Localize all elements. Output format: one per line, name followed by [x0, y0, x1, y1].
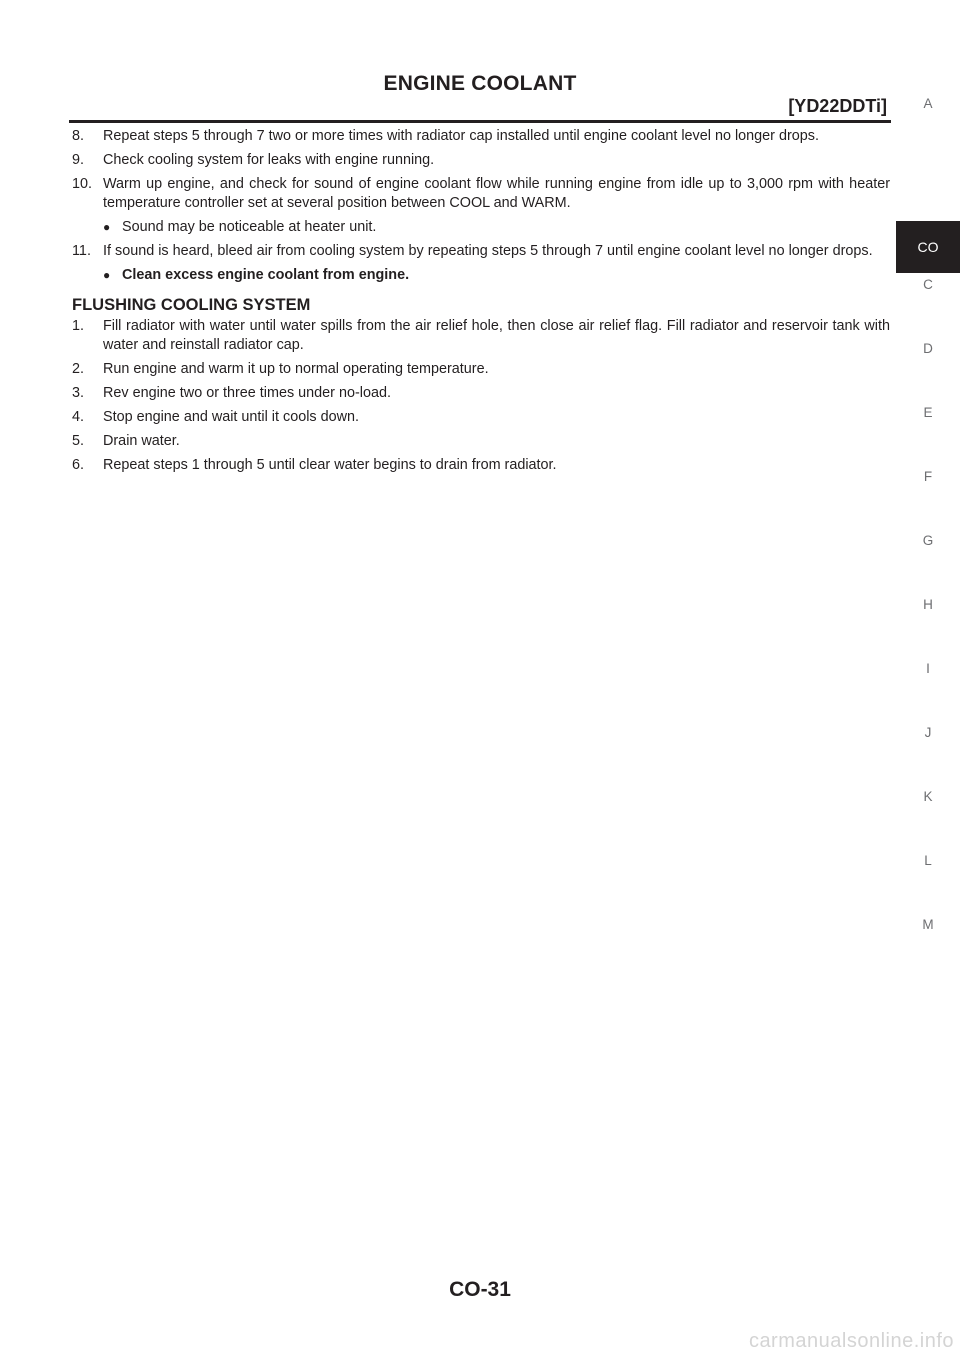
- flush-step-1: [72, 317, 890, 355]
- index-tab-j[interactable]: J: [924, 725, 932, 740]
- step-number: 2.: [72, 361, 85, 377]
- index-tab-g[interactable]: G: [922, 533, 934, 548]
- flush-step-3: [72, 384, 890, 403]
- index-tab-c[interactable]: C: [923, 277, 933, 292]
- index-tab-a[interactable]: A: [923, 96, 933, 111]
- section-heading: FLUSHING COOLING SYSTEM: [72, 296, 311, 314]
- flush-step-2: [72, 360, 890, 379]
- step-number: 8.: [72, 128, 85, 144]
- flush-step-5: [72, 432, 890, 451]
- section-index-tabs: [896, 0, 960, 1358]
- step-number: 6.: [72, 457, 85, 473]
- index-tab-f[interactable]: F: [923, 469, 933, 484]
- step-number: 9.: [72, 152, 85, 168]
- step-text: Drain water.: [103, 433, 180, 449]
- step-text: Stop engine and wait until it cools down.: [103, 409, 359, 425]
- step-text: Repeat steps 5 through 7 two or more times with radiator cap installed until engine coolant level no longer drops.: [103, 128, 819, 144]
- step-number: 1.: [72, 318, 85, 334]
- page-number: CO-31: [449, 1278, 511, 1301]
- step-text: Run engine and warm it up to normal operating temperature.: [103, 361, 489, 377]
- step-text: Check cooling system for leaks with engine running.: [103, 152, 435, 168]
- step-number: 5.: [72, 433, 85, 449]
- step-number: 4.: [72, 409, 85, 425]
- watermark: carmanualsonline.info: [748, 1330, 954, 1352]
- engine-model-label: [YD22DDTi]: [788, 96, 887, 116]
- step-text: Warm up engine, and check for sound of engine coolant flow while running engine from idle up to 3,000 rpm with heater temperature controller set at several position between COOL and WARM.: [103, 176, 890, 211]
- index-tab-m[interactable]: M: [922, 917, 934, 932]
- step-text: Fill radiator with water until water spills from the air relief hole, then close air relief flag. Fill radiator and reservoir tank with water and reinstall radiator cap.: [103, 318, 890, 353]
- flush-step-4: [72, 408, 890, 427]
- step-text: If sound is heard, bleed air from cooling system by repeating steps 5 through 7 until engine coolant level no longer drops.: [103, 243, 873, 259]
- flush-step-6: [72, 456, 890, 475]
- step-text: Repeat steps 1 through 5 until clear water begins to drain from radiator.: [103, 457, 557, 473]
- bullet-note: [72, 218, 890, 237]
- step-text: Rev engine two or three times under no-load.: [103, 385, 391, 401]
- bullet-icon: ●: [103, 220, 111, 234]
- step-8: [72, 127, 890, 146]
- step-number: 11.: [72, 243, 91, 259]
- header-rule: [69, 120, 891, 123]
- index-tab-i[interactable]: I: [926, 661, 930, 676]
- bullet-note-bold: [72, 266, 890, 285]
- page-title: ENGINE COOLANT: [383, 72, 577, 95]
- index-tab-h[interactable]: H: [923, 597, 933, 612]
- step-9: [72, 151, 890, 170]
- step-number: 10.: [72, 176, 93, 192]
- step-10: [72, 175, 890, 213]
- index-tab-e[interactable]: E: [923, 405, 933, 420]
- step-11: [72, 242, 890, 261]
- main-content: [72, 127, 890, 480]
- index-tab-l[interactable]: L: [924, 853, 932, 868]
- index-tab-k[interactable]: K: [923, 789, 933, 804]
- index-tab-d[interactable]: D: [923, 341, 933, 356]
- step-number: 3.: [72, 385, 85, 401]
- index-tab-co[interactable]: CO: [896, 221, 960, 273]
- bullet-icon: ●: [103, 268, 111, 282]
- bullet-text: Sound may be noticeable at heater unit.: [122, 219, 377, 235]
- bullet-text: Clean excess engine coolant from engine.: [122, 267, 410, 283]
